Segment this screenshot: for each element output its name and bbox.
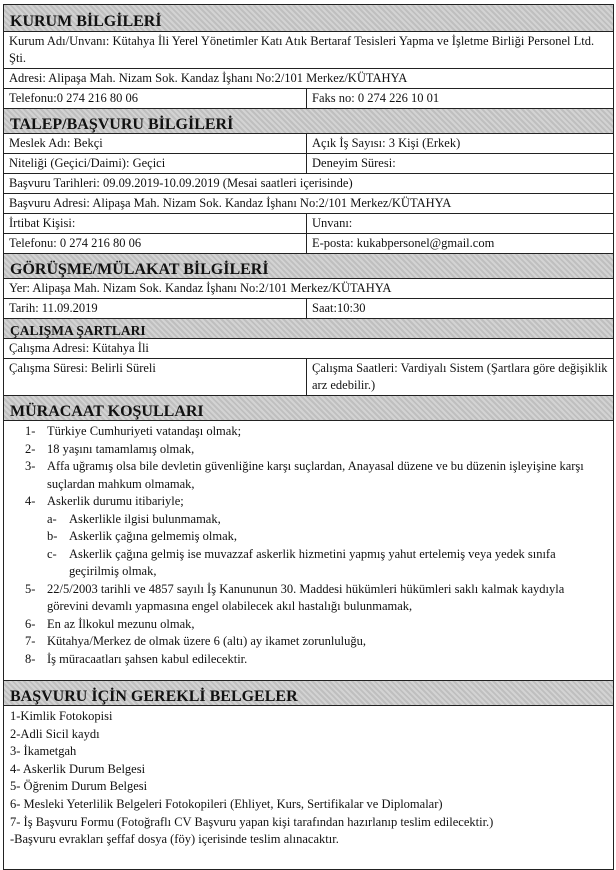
list-item bbox=[4, 651, 613, 669]
item-number: 2- bbox=[25, 441, 36, 456]
section-header-gorusme: GÖRÜŞME/MÜLAKAT BİLGİLERİ bbox=[4, 254, 613, 279]
niteligi: Niteliği (Geçici/Daimi): Geçici bbox=[4, 154, 307, 173]
document-item: 4- Askerlik Durum Belgesi bbox=[10, 761, 146, 776]
row-kurum-adres bbox=[4, 69, 613, 89]
list-item bbox=[4, 581, 613, 616]
talep-eposta: E-posta: kukabpersonel@gmail.com bbox=[312, 236, 495, 250]
item-text: Askerlik çağına gelmemiş olmak, bbox=[69, 529, 238, 543]
row-gorusme-yer bbox=[4, 279, 613, 299]
kurum-faks: Faks no: 0 274 226 10 01 bbox=[312, 91, 440, 105]
list-item bbox=[4, 458, 613, 493]
unvan: Unvanı: bbox=[312, 216, 353, 230]
item-number: c- bbox=[47, 546, 57, 561]
row-irtibat bbox=[4, 214, 613, 234]
calisma-suresi: Çalışma Süresi: Belirli Süreli bbox=[4, 359, 307, 395]
row-calisma-detay bbox=[4, 359, 613, 396]
basvuru-adresi: Başvuru Adresi: Alipaşa Mah. Nizam Sok. Kandaz İşhanı No:2/101 Merkez/KÜTAHYA bbox=[9, 196, 452, 210]
calisma-saatleri: Çalışma Saatleri: Vardiyalı Sistem (Şartlara göre değişiklik arz edebilir.) bbox=[312, 361, 608, 392]
item-number: 5- bbox=[25, 581, 36, 596]
item-text: Kütahya/Merkez de olmak üzere 6 (altı) ay ikamet zorunluluğu, bbox=[47, 634, 366, 648]
list-item bbox=[4, 616, 613, 634]
list-item bbox=[4, 633, 613, 651]
row-basvuru-tarihleri bbox=[4, 174, 613, 194]
list-subitem bbox=[4, 528, 613, 546]
gorusme-yer: Yer: Alipaşa Mah. Nizam Sok. Kandaz İşhanı No:2/101 Merkez/KÜTAHYA bbox=[9, 281, 392, 295]
talep-telefon: Telefonu: 0 274 216 80 06 bbox=[4, 234, 307, 253]
item-number: 4- bbox=[25, 494, 36, 508]
document-item: 6- Mesleki Yeterlilik Belgeleri Fotokopileri (Ehliyet, Kurs, Sertifikalar ve Diplomalar) bbox=[10, 796, 443, 811]
row-nitelik bbox=[4, 154, 613, 174]
item-text: Türkiye Cumhuriyeti vatandaşı olmak; bbox=[47, 424, 242, 438]
row-meslek bbox=[4, 134, 613, 154]
acik-is-sayisi: Açık İş Sayısı: 3 Kişi (Erkek) bbox=[312, 136, 461, 150]
gorusme-saat: Saat:10:30 bbox=[312, 301, 366, 315]
section-header-kurum: KURUM BİLGİLERİ bbox=[4, 5, 613, 32]
belgeler-list bbox=[4, 706, 613, 869]
row-talep-iletisim bbox=[4, 234, 613, 254]
row-kurum-adi bbox=[4, 32, 613, 69]
calisma-adresi: Çalışma Adresi: Kütahya İli bbox=[9, 341, 149, 355]
item-number: 7- bbox=[25, 634, 36, 648]
item-text: Askerlikle ilgisi bulunmamak, bbox=[69, 511, 221, 526]
item-text: Askerlik çağına gelmiş ise muvazzaf askerlik hizmetini yapmış yahut ertelemiş veya yedek sınıfa geçirilmiş olmak, bbox=[69, 546, 556, 578]
document-item: 7- İş Başvuru Formu (Fotoğraflı CV Başvuru yapan kişi tarafından hazırlanıp teslim edilecektir.) bbox=[10, 814, 494, 829]
section-header-talep: TALEP/BAŞVURU BİLGİLERİ bbox=[4, 109, 613, 134]
kosullar-list bbox=[4, 421, 613, 681]
deneyim-suresi: Deneyim Süresi: bbox=[312, 156, 396, 170]
item-text: Affa uğramış olsa bile devletin güvenliğine karşı suçlardan, Anayasal düzene ve bu düzenin işleyişine karşı suçlardan mahkum olmamak, bbox=[47, 459, 584, 491]
item-text: 22/5/2003 tarihli ve 4857 sayılı İş Kanununun 30. Maddesi hükümleri hükümleri saklı kalmak kaydıyla görevini devamlı yapmasına engel olabilecek akıl hastalığı bulunmamak, bbox=[47, 581, 565, 613]
row-gorusme-zaman bbox=[4, 299, 613, 319]
item-text: Askerlik durumu itibariyle; bbox=[47, 494, 184, 508]
list-item bbox=[4, 493, 613, 511]
kurum-telefon: Telefonu:0 274 216 80 06 bbox=[4, 89, 307, 108]
section-header-calisma: ÇALIŞMA ŞARTLARI bbox=[4, 319, 613, 339]
gorusme-tarih: Tarih: 11.09.2019 bbox=[4, 299, 307, 318]
row-basvuru-adresi bbox=[4, 194, 613, 214]
meslek-adi: Meslek Adı: Bekçi bbox=[4, 134, 307, 153]
basvuru-tarihleri: Başvuru Tarihleri: 09.09.2019-10.09.2019 (Mesai saatleri içerisinde) bbox=[9, 176, 353, 190]
item-number: 3- bbox=[25, 459, 36, 473]
item-text: En az İlkokul mezunu olmak, bbox=[47, 616, 195, 631]
row-calisma-adresi bbox=[4, 339, 613, 359]
document-item: 1-Kimlik Fotokopisi bbox=[10, 709, 113, 723]
kurum-adi: Kurum Adı/Unvanı: Kütahya İli Yerel Yönetimler Katı Atık Bertaraf Tesisleri Yapma ve İşletme Birliği Personel Ltd. Şti. bbox=[9, 34, 595, 65]
item-number: a- bbox=[47, 511, 57, 526]
item-number: 1- bbox=[25, 424, 36, 438]
item-number: 6- bbox=[25, 616, 36, 631]
section-header-belgeler: BAŞVURU İÇİN GEREKLİ BELGELER bbox=[4, 681, 613, 706]
item-text: 18 yaşını tamamlamış olmak, bbox=[47, 441, 195, 456]
job-posting-form bbox=[3, 4, 614, 870]
item-number: 8- bbox=[25, 651, 36, 666]
document-note: -Başvuru evrakları şeffaf dosya (föy) içerisinde teslim alınacaktır. bbox=[10, 832, 339, 847]
list-item bbox=[4, 441, 613, 459]
list-item bbox=[4, 423, 613, 441]
document-item: 2-Adli Sicil kaydı bbox=[10, 726, 100, 741]
document-item: 5- Öğrenim Durum Belgesi bbox=[10, 779, 148, 794]
list-subitem bbox=[4, 546, 613, 581]
item-number: b- bbox=[47, 529, 58, 543]
list-subitem bbox=[4, 511, 613, 529]
kurum-adres: Adresi: Alipaşa Mah. Nizam Sok. Kandaz İşhanı No:2/101 Merkez/KÜTAHYA bbox=[9, 71, 408, 85]
row-kurum-iletisim bbox=[4, 89, 613, 109]
irtibat-kisisi: İrtibat Kişisi: bbox=[4, 214, 307, 233]
item-text: İş müracaatları şahsen kabul edilecektir. bbox=[47, 651, 248, 666]
section-header-kosullar: MÜRACAAT KOŞULLARI bbox=[4, 396, 613, 421]
document-item: 3- İkametgah bbox=[10, 744, 77, 759]
